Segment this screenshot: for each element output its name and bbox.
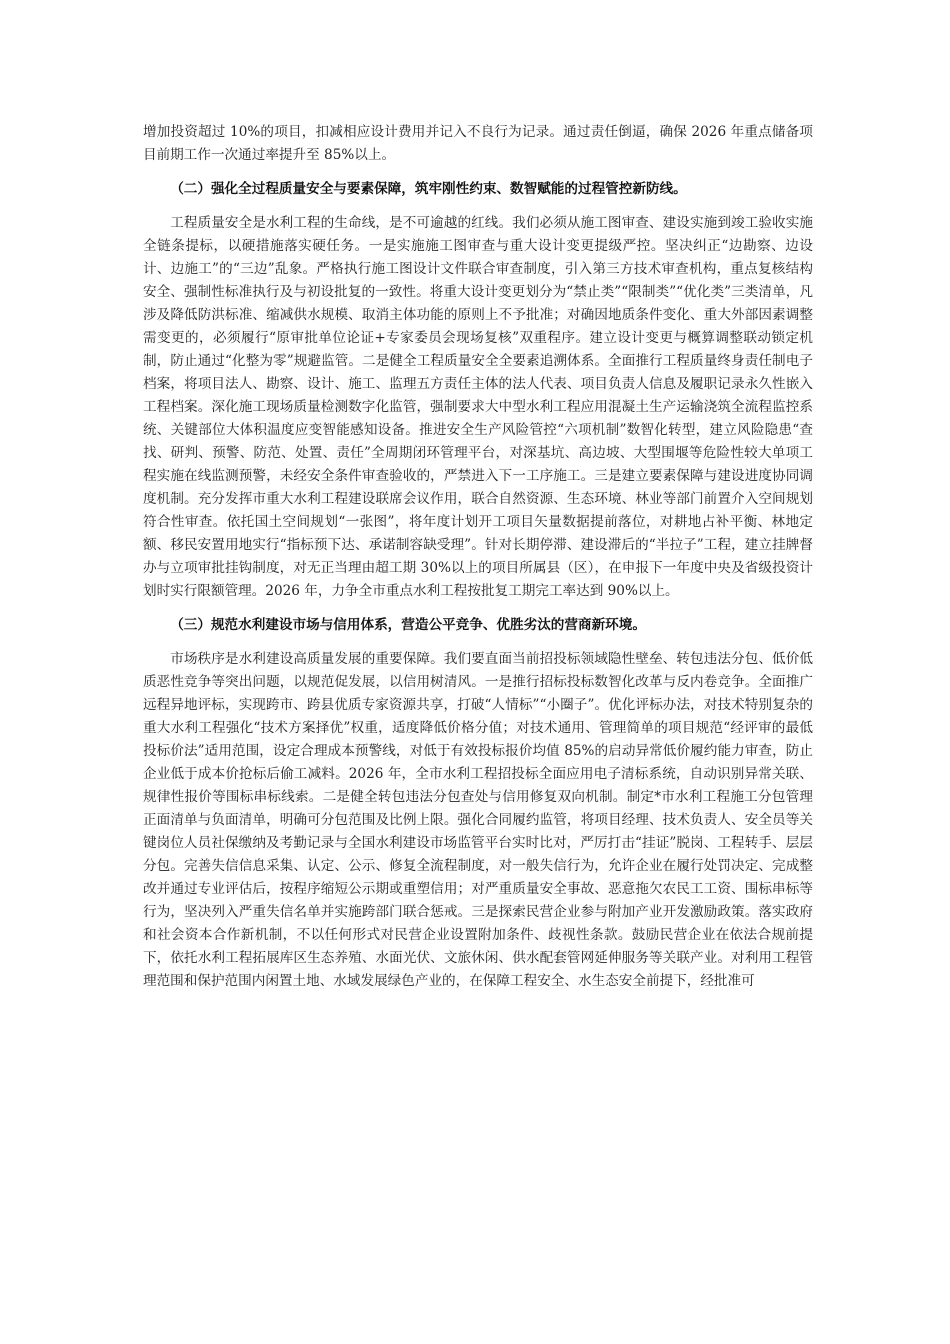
paragraph-intro-tail: 增加投资超过 10%的项目，扣减相应设计费用并记入不良行为记录。通过责任倒逼，确保 2026 年重点储备项目前期工作一次通过率提升至 85%以上。 xyxy=(143,124,813,163)
section-heading-2: （二）强化全过程质量安全与要素保障，筑牢刚性约束、数智赋能的过程管控新防线。 xyxy=(170,181,687,197)
paragraph-section-3: 市场秩序是水利建设高质量发展的重要保障。我们要直面当前招投标领域隐性壁垒、转包违法分包、低价低质恶性竞争等突出问题，以规范促发展，以信用树清风。一是推行招标投标数智化改革与反内卷竞争。全面推广远程异地评标，实现跨市、跨县优质专家资源共享，打破“人情标”“小圈子”。优化评标办法，对技术特别复杂的重大水利工程强化“技术方案择优”权重，适度降低价格分值；对技术通用、管理简单的项目规范“经评审的最低投标价法”适用范围，设定合理成本预警线，对低于有效投标报价均值 85%的启动异常低价履约能力审查，防止企业低于成本价抢标后偷工减料。2026 年，全市水利工程招投标全面应用电子清标系统，自动识别异常关联、规律性报价等围标串标线索。二是健全转包违法分包查处与信用修复双向机制。制定*市水利工程施工分包管理正面清单与负面清单，明确可分包范围及比例上限。强化合同履约监管，将项目经理、技术负责人、安全员等关键岗位人员社保缴纳及考勤记录与全国水利建设市场监管平台实时比对，严厉打击“挂证”脱岗、工程转手、层层分包。完善失信信息采集、认定、公示、修复全流程制度，对一般失信行为，允许企业在履行处罚决定、完成整改并通过专业评估后，按程序缩短公示期或重塑信用；对严重质量安全事故、恶意拖欠农民工工资、围标串标等行为，坚决列入严重失信名单并实施跨部门联合惩戒。三是探索民营企业参与附加产业开发激励政策。落实政府和社会资本合作新机制，不以任何形式对民营企业设置附加条件、歧视性条款。鼓励民营企业在依法合规前提下，依托水利工程拓展库区生态养殖、水面光伏、文旅休闲、供水配套管网延伸服务等关联产业。对利用工程管理范围和保护范围内闲置土地、水域发展绿色产业的，在保障工程安全、水生态安全前提下，经批准可 xyxy=(143,651,813,989)
document-body xyxy=(143,121,813,993)
paragraph-section-2: 工程质量安全是水利工程的生命线，是不可逾越的红线。我们必须从施工图审查、建设实施到竣工验收实施全链条提标，以硬措施落实硬任务。一是实施施工图审查与重大设计变更提级严控。坚决纠正“边勘察、边设计、边施工”的“三边”乱象。严格执行施工图设计文件联合审查制度，引入第三方技术审查机构，重点复核结构安全、强制性标准执行及与初设批复的一致性。将重大设计变更划分为“禁止类”“限制类”“优化类”三类清单，凡涉及降低防洪标准、缩减供水规模、取消主体功能的原则上不予批准；对确因地质条件变化、重大外部因素调整需变更的，必须履行“原审批单位论证+专家委员会现场复核”双重程序。建立设计变更与概算调整联动锁定机制，防止通过“化整为零”规避监管。二是健全工程质量安全全要素追溯体系。全面推行工程质量终身责任制电子档案，将项目法人、勘察、设计、施工、监理五方责任主体的法人代表、项目负责人信息及履职记录永久性嵌入工程档案。深化施工现场质量检测数字化监管，强制要求大中型水利工程应用混凝土生产运输浇筑全流程监控系统、关键部位大体积温度应变智能感知设备。推进安全生产风险管控“六项机制”数智化转型，建立风险隐患“查找、研判、预警、防范、处置、责任”全周期闭环管理平台，对深基坑、高边坡、大型围堰等危险性较大单项工程实施在线监测预警，未经安全条件审查验收的，严禁进入下一工序施工。三是建立要素保障与建设进度协同调度机制。充分发挥市重大水利工程建设联席会议作用，联合自然资源、生态环境、林业等部门前置介入空间规划符合性审查。依托国土空间规划“一张图”，将年度计划开工项目矢量数据提前落位，对耕地占补平衡、林地定额、移民安置用地实行“指标预下达、承诺制容缺受理”。针对长期停滞、建设滞后的“半拉子”工程，建立挂牌督办与立项审批挂钩制度，对无正当理由超工期 30%以上的项目所属县（区），在申报下一年度中央及省级投资计划时实行限额管理。2026 年，力争全市重点水利工程按批复工期完工率达到 90%以上。 xyxy=(143,215,813,599)
section-heading-3: （三）规范水利建设市场与信用体系，营造公平竞争、优胜劣汰的营商新环境。 xyxy=(170,617,646,633)
